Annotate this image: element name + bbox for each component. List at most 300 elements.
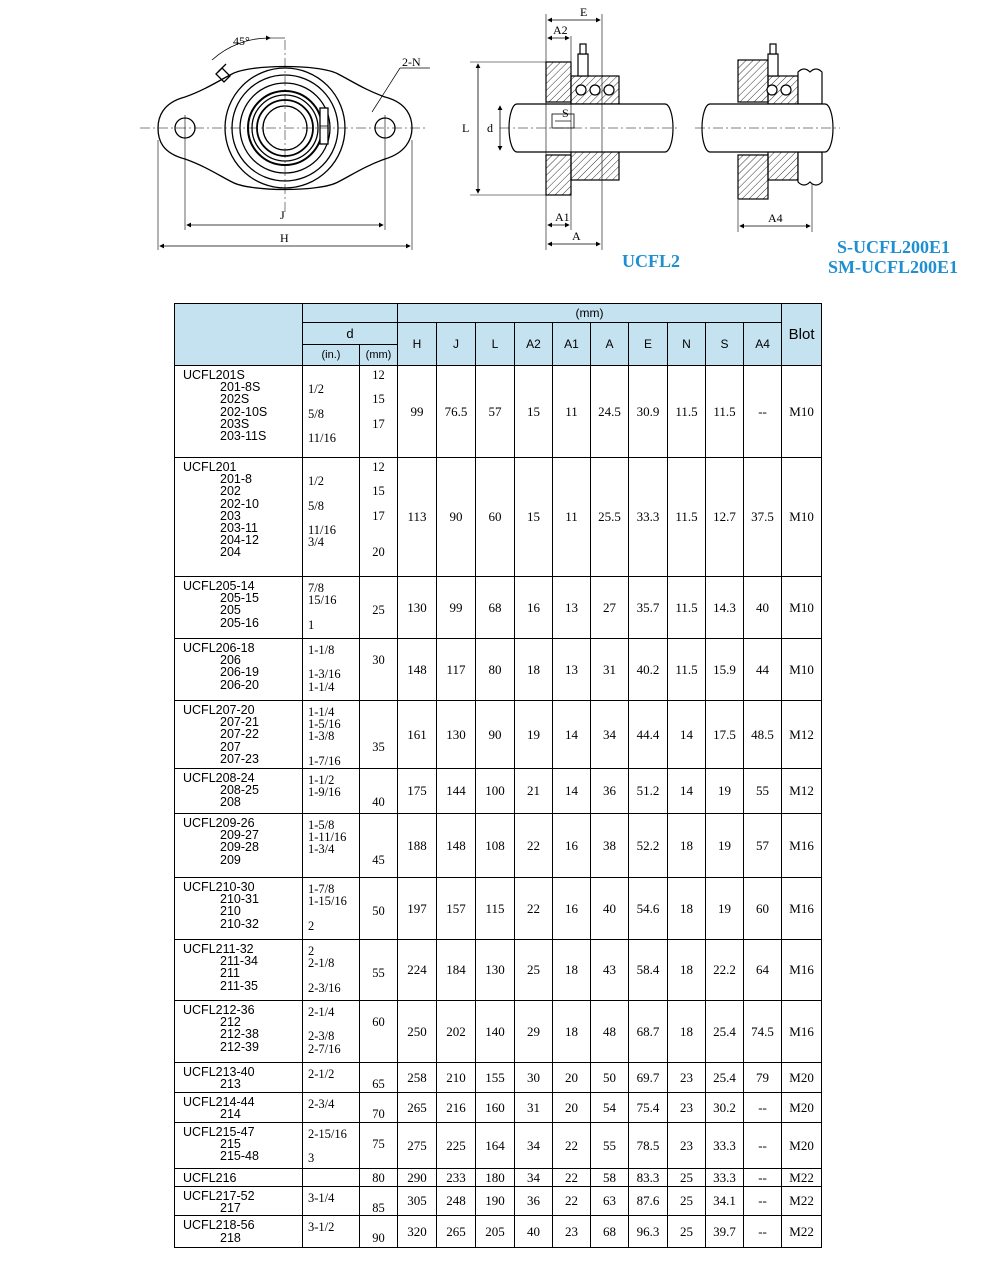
bore-mm-cell-line: 45 [372, 852, 385, 867]
dim-h-cell: 148 [398, 639, 437, 701]
dim-a-cell: 54 [591, 1093, 629, 1123]
bore-mm-cell-line [360, 1189, 397, 1201]
bore-inch-cell-line: 1-1/8 [308, 643, 335, 657]
model-cell-line: 206-20 [220, 677, 259, 692]
bore-mm-cell-line [360, 828, 397, 840]
dim-a1-cell: 23 [553, 1216, 591, 1248]
bore-inch-cell-line: 1-1/4 [308, 705, 335, 719]
bore-inch-cell-line [308, 1017, 359, 1029]
dim-l-cell: 160 [476, 1093, 515, 1123]
bore-mm-cell-line [360, 1125, 397, 1137]
dim-l-cell: 180 [476, 1169, 515, 1187]
bore-mm-cell [360, 1093, 398, 1123]
bore-inch-cell-line [308, 394, 359, 406]
dim-n-cell: 11.5 [668, 366, 706, 458]
dim-a4-cell: -- [744, 1187, 782, 1216]
dim-j-cell: 76.5 [437, 366, 476, 458]
dim-e-cell: 54.6 [629, 878, 668, 940]
model-cell-line: 202-10 [220, 496, 259, 511]
dim-a1-cell: 18 [553, 1001, 591, 1063]
bore-mm-cell-line [360, 1040, 397, 1052]
bolt-cell: M10 [782, 577, 822, 639]
model-cell [175, 701, 303, 769]
bore-mm-cell-line [360, 880, 397, 892]
bore-mm-cell-line [360, 579, 397, 591]
bore-inch-cell-line: 2 [308, 918, 315, 933]
bore-mm-cell-line: 80 [372, 1171, 385, 1185]
dim-a1-cell: 16 [553, 878, 591, 940]
model-cell-line: UCFL217-52 [183, 1189, 255, 1203]
model-cell-line: UCFL212-36 [183, 1003, 255, 1017]
bore-mm-cell-line: 15 [372, 392, 385, 407]
dim-e-cell: 35.7 [629, 577, 668, 639]
bore-mm-cell-line: 90 [372, 1230, 385, 1245]
header-col-a: A [591, 323, 629, 366]
dim-a1-cell: 22 [553, 1187, 591, 1216]
bore-mm-cell-line: 17 [372, 416, 385, 431]
table-row [175, 1123, 822, 1169]
dim-n-cell: 23 [668, 1063, 706, 1093]
bore-inch-cell [303, 639, 360, 701]
header-bolt: Blot [782, 304, 822, 366]
model-cell-line: 203-11 [220, 520, 258, 535]
dim-a2-cell: 16 [515, 577, 553, 639]
dim-j-cell: 225 [437, 1123, 476, 1169]
dim-a2-cell: 22 [515, 878, 553, 940]
dim-a4-cell: -- [744, 1093, 782, 1123]
dim-a2-cell: 30 [515, 1063, 553, 1093]
model-cell-line: 207-23 [220, 751, 259, 766]
model-cell-line: 211 [220, 966, 240, 981]
bolt-cell: M16 [782, 814, 822, 878]
model-cell-line: 211-35 [220, 978, 258, 993]
bore-inch-cell-line [308, 511, 359, 523]
dim-a2-cell: 36 [515, 1187, 553, 1216]
bore-inch-cell-line: 1-1/4 [308, 679, 335, 694]
model-cell-line: 202 [220, 484, 241, 499]
bore-mm-cell-line: 17 [372, 508, 385, 523]
dim-a2-cell: 19 [515, 701, 553, 769]
dim-l-cell: 60 [476, 458, 515, 577]
dim-a-cell: 55 [591, 1123, 629, 1169]
bore-mm-cell-line [360, 1065, 397, 1077]
dim-a2-cell: 15 [515, 366, 553, 458]
bore-mm-cell [360, 366, 398, 458]
bore-mm-cell-line [360, 533, 397, 545]
dim-h-cell: 250 [398, 1001, 437, 1063]
bore-inch-cell-line [308, 855, 359, 867]
bore-mm-cell-line [360, 665, 397, 677]
bore-inch-cell-line [308, 1109, 359, 1121]
bore-inch-cell-line [308, 906, 359, 918]
model-cell-line: 206 [220, 653, 241, 668]
bore-inch-cell-line: 2-3/16 [308, 980, 341, 995]
bolt-cell: M22 [782, 1169, 822, 1187]
dim-s-cell: 30.2 [706, 1093, 744, 1123]
dim-s-cell: 39.7 [706, 1216, 744, 1248]
dim-j-cell: 130 [437, 701, 476, 769]
model-cell [175, 577, 303, 639]
dim-e-cell: 69.7 [629, 1063, 668, 1093]
dim-a-cell: 58 [591, 1169, 629, 1187]
dim-l-cell: 68 [476, 577, 515, 639]
bore-mm-cell [360, 701, 398, 769]
bore-inch-cell [303, 1093, 360, 1123]
model-cell-line: 214 [220, 1107, 241, 1122]
header-col-e: E [629, 323, 668, 366]
dim-a2-cell: 31 [515, 1093, 553, 1123]
dim-l-cell: 90 [476, 701, 515, 769]
bore-inch-cell-line [308, 419, 359, 431]
bore-inch-cell-line [308, 370, 359, 382]
model-cell-line: 210-31 [220, 892, 259, 907]
bore-mm-cell [360, 1187, 398, 1216]
holes-label: 2-N [402, 55, 421, 69]
table-row [175, 940, 822, 1001]
model-cell-line: UCFL208-24 [183, 771, 255, 785]
model-cell [175, 1093, 303, 1123]
dim-a2-cell: 22 [515, 814, 553, 878]
dim-j-cell: 90 [437, 458, 476, 577]
dim-a-cell: 40 [591, 878, 629, 940]
bore-inch-cell-line: 1/2 [308, 474, 324, 489]
model-cell-line: UCFL201 [183, 460, 237, 474]
bore-inch-cell [303, 1216, 360, 1248]
dim-a2-cell: 34 [515, 1169, 553, 1187]
header-col-s: S [706, 323, 744, 366]
bore-mm-cell-line [360, 1027, 397, 1039]
bore-mm-cell-line [360, 1218, 397, 1230]
dim-j-cell: 265 [437, 1216, 476, 1248]
model-cell [175, 1169, 303, 1187]
bolt-cell: M16 [782, 878, 822, 940]
dim-s-cell: 22.2 [706, 940, 744, 1001]
dim-a-cell: 36 [591, 769, 629, 814]
bore-mm-cell-line: 12 [372, 368, 385, 382]
dim-l-cell: 155 [476, 1063, 515, 1093]
bore-inch-cell-line: 3-1/4 [308, 1191, 335, 1205]
dim-h-cell: 99 [398, 366, 437, 458]
bore-inch-cell-line: 2-3/8 [308, 1029, 335, 1044]
model-cell [175, 1123, 303, 1169]
dim-a1-cell: 22 [553, 1123, 591, 1169]
table-header [175, 304, 822, 366]
dim-h-cell: 305 [398, 1187, 437, 1216]
model-cell-line: UCFL206-18 [183, 641, 255, 655]
bore-inch-cell-line: 1-1/2 [308, 773, 335, 787]
a4-dimension-label: A4 [768, 211, 783, 225]
dim-h-cell: 130 [398, 577, 437, 639]
bore-mm-cell-line [360, 641, 397, 653]
table-row [175, 1001, 822, 1063]
dim-e-cell: 78.5 [629, 1123, 668, 1169]
dim-a4-cell: 44 [744, 639, 782, 701]
dim-a4-cell: 40 [744, 577, 782, 639]
d-dimension-label: d [487, 121, 493, 135]
model-cell [175, 458, 303, 577]
header-col-h: H [398, 323, 437, 366]
bore-inch-cell-line: 1/2 [308, 382, 324, 397]
dim-h-cell: 320 [398, 1216, 437, 1248]
dim-a-cell: 50 [591, 1063, 629, 1093]
dim-e-cell: 30.9 [629, 366, 668, 458]
bore-mm-cell-line [360, 727, 397, 739]
model-cell-line: 203 [220, 508, 241, 523]
model-cell-line: 203S [220, 416, 250, 431]
bore-mm-cell-line: 30 [372, 653, 385, 668]
bore-inch-cell [303, 769, 360, 814]
model-cell-line: 208 [220, 795, 241, 810]
bore-inch-cell [303, 1169, 360, 1187]
dim-a4-cell: 64 [744, 940, 782, 1001]
dim-s-cell: 33.3 [706, 1169, 744, 1187]
dim-l-cell: 57 [476, 366, 515, 458]
header-col-l: L [476, 323, 515, 366]
bore-inch-cell-line [308, 742, 359, 754]
dim-h-cell: 290 [398, 1169, 437, 1187]
dim-l-cell: 130 [476, 940, 515, 1001]
bore-mm-cell-line [360, 1149, 397, 1161]
model-cell-line: UCFL216 [183, 1171, 237, 1185]
bolt-cell: M20 [782, 1123, 822, 1169]
bore-mm-cell-line: 40 [372, 795, 385, 810]
table-row [175, 1093, 822, 1123]
bore-inch-cell [303, 701, 360, 769]
bore-mm-cell-line [360, 703, 397, 715]
dim-a1-cell: 11 [553, 366, 591, 458]
bore-inch-cell-line: 2-15/16 [308, 1127, 347, 1141]
model-cell-line: 207-22 [220, 727, 259, 742]
bore-inch-cell-line: 5/8 [308, 406, 324, 421]
dim-e-cell: 87.6 [629, 1187, 668, 1216]
model-cell [175, 1001, 303, 1063]
bore-mm-cell-line: 25 [372, 603, 385, 618]
dim-j-cell: 184 [437, 940, 476, 1001]
dim-j-cell: 99 [437, 577, 476, 639]
dim-a2-cell: 15 [515, 458, 553, 577]
h-dimension-label: H [280, 231, 289, 245]
dim-h-cell: 113 [398, 458, 437, 577]
dim-l-cell: 164 [476, 1123, 515, 1169]
front-view [140, 38, 430, 250]
table-row [175, 1187, 822, 1216]
dim-s-cell: 15.9 [706, 639, 744, 701]
bore-mm-cell-line [360, 429, 397, 441]
header-col-j: J [437, 323, 476, 366]
dim-s-cell: 25.4 [706, 1001, 744, 1063]
bore-inch-cell-line: 11/16 [308, 522, 337, 537]
dim-n-cell: 25 [668, 1169, 706, 1187]
dim-a2-cell: 29 [515, 1001, 553, 1063]
model-cell-line: 205-16 [220, 615, 259, 630]
dim-a-cell: 34 [591, 701, 629, 769]
bolt-cell: M22 [782, 1187, 822, 1216]
model-cell-line: 208-25 [220, 783, 259, 798]
bore-inch-cell-line: 1-3/4 [308, 842, 335, 857]
bore-inch-cell-line [308, 1173, 359, 1185]
dim-a4-cell: 79 [744, 1063, 782, 1093]
model-cell [175, 1187, 303, 1216]
bore-mm-cell-line [360, 771, 397, 783]
bore-mm-cell-line [360, 816, 397, 828]
dim-n-cell: 14 [668, 769, 706, 814]
dim-a4-cell: 55 [744, 769, 782, 814]
dim-j-cell: 117 [437, 639, 476, 701]
dim-a4-cell: 60 [744, 878, 782, 940]
dim-s-cell: 19 [706, 814, 744, 878]
bore-inch-cell-line: 2-7/16 [308, 1041, 341, 1056]
dim-n-cell: 18 [668, 814, 706, 878]
dim-l-cell: 205 [476, 1216, 515, 1248]
s-dimension-label: S [562, 106, 569, 120]
dim-e-cell: 52.2 [629, 814, 668, 878]
bore-inch-cell-line: 1-9/16 [308, 785, 341, 800]
table-row [175, 577, 822, 639]
bore-inch-cell [303, 366, 360, 458]
model-cell-line: UCFL215-47 [183, 1125, 255, 1139]
model-cell-line: 209-27 [220, 828, 259, 843]
dim-s-cell: 17.5 [706, 701, 744, 769]
model-cell-line: 210-32 [220, 916, 259, 931]
e-dimension-label: E [580, 5, 588, 19]
dim-a4-cell: -- [744, 1169, 782, 1187]
bore-mm-cell-line: 65 [372, 1077, 385, 1092]
dim-a4-cell: -- [744, 1123, 782, 1169]
dim-a1-cell: 13 [553, 639, 591, 701]
bore-inch-cell-line [308, 462, 359, 474]
bore-inch-cell-line [308, 1203, 359, 1215]
dim-a1-cell: 14 [553, 701, 591, 769]
header-d: d [303, 323, 398, 345]
bore-inch-cell-line: 1 [308, 617, 315, 632]
dim-e-cell: 58.4 [629, 940, 668, 1001]
model-cell-line: 201-8 [220, 472, 252, 487]
bore-mm-cell-line [360, 840, 397, 852]
dim-a1-cell: 18 [553, 940, 591, 1001]
model-cell-line: 210 [220, 904, 241, 919]
bore-inch-cell-line: 2-1/8 [308, 956, 335, 971]
model-cell-line: 217 [220, 1201, 241, 1216]
bore-inch-cell [303, 814, 360, 878]
a-dimension-label: A [572, 229, 581, 243]
bore-mm-cell-line: 70 [372, 1107, 385, 1122]
specification-table [174, 303, 822, 1248]
model-cell [175, 366, 303, 458]
dim-a4-cell: 37.5 [744, 458, 782, 577]
dim-s-cell: 33.3 [706, 1123, 744, 1169]
dim-n-cell: 18 [668, 940, 706, 1001]
model-cell-line: UCFL211-32 [183, 942, 254, 956]
model-cell-line: 207 [220, 739, 241, 754]
dim-l-cell: 108 [476, 814, 515, 878]
bolt-cell: M20 [782, 1093, 822, 1123]
dim-j-cell: 233 [437, 1169, 476, 1187]
model-cell-line: UCFL205-14 [183, 579, 255, 593]
table-row [175, 814, 822, 878]
model-cell-line: UCFL214-44 [183, 1095, 255, 1109]
dim-e-cell: 75.4 [629, 1093, 668, 1123]
bore-mm-cell-line [360, 591, 397, 603]
dim-a-cell: 27 [591, 577, 629, 639]
dim-a2-cell: 18 [515, 639, 553, 701]
dim-h-cell: 197 [398, 878, 437, 940]
dim-e-cell: 33.3 [629, 458, 668, 577]
bore-mm-cell-line [360, 892, 397, 904]
table-row [175, 769, 822, 814]
dim-l-cell: 80 [476, 639, 515, 701]
dim-a1-cell: 20 [553, 1063, 591, 1093]
bore-mm-cell [360, 639, 398, 701]
dim-a1-cell: 22 [553, 1169, 591, 1187]
bore-inch-cell [303, 458, 360, 577]
bore-mm-cell-line: 50 [372, 904, 385, 919]
bore-mm-cell [360, 769, 398, 814]
bore-inch-cell-line: 3 [308, 1151, 315, 1166]
bore-inch-cell [303, 1187, 360, 1216]
a1-dimension-label: A1 [555, 210, 570, 224]
dim-n-cell: 18 [668, 1001, 706, 1063]
dim-n-cell: 23 [668, 1123, 706, 1169]
model-cell-line: UCFL218-56 [183, 1218, 255, 1233]
bore-inch-cell [303, 878, 360, 940]
bore-inch-cell-line: 1-5/8 [308, 818, 335, 832]
bore-mm-cell-line [360, 1003, 397, 1015]
bore-mm-cell [360, 1216, 398, 1248]
dim-j-cell: 148 [437, 814, 476, 878]
caption-ucfl2: UCFL2 [622, 251, 680, 271]
header-model [175, 304, 303, 366]
dim-a-cell: 68 [591, 1216, 629, 1248]
dim-e-cell: 68.7 [629, 1001, 668, 1063]
table-row [175, 878, 822, 940]
bore-inch-cell-line [308, 1079, 359, 1091]
model-cell [175, 769, 303, 814]
dim-e-cell: 40.2 [629, 639, 668, 701]
bore-inch-cell-line [308, 968, 359, 980]
caption-s-ucfl200e1: S-UCFL200E1 [837, 237, 951, 257]
dim-a-cell: 38 [591, 814, 629, 878]
model-cell-line: UCFL201S [183, 368, 245, 382]
bore-mm-cell-line: 20 [372, 545, 385, 560]
bore-inch-cell-line: 11/16 [308, 430, 337, 445]
table-row [175, 701, 822, 769]
bore-inch-cell-line: 2-1/4 [308, 1005, 335, 1019]
bore-inch-cell [303, 1063, 360, 1093]
model-cell-line: 203-11S [220, 428, 267, 443]
dim-a1-cell: 11 [553, 458, 591, 577]
dim-e-cell: 96.3 [629, 1216, 668, 1248]
bore-inch-cell-line [308, 486, 359, 498]
dim-s-cell: 34.1 [706, 1187, 744, 1216]
bore-inch-cell-line: 2-1/2 [308, 1067, 335, 1081]
model-cell-line: 207-21 [220, 715, 259, 730]
model-cell-line: UCFL207-20 [183, 703, 255, 717]
bore-inch-cell-line: 15/16 [308, 593, 337, 608]
bore-inch-cell [303, 1001, 360, 1063]
bore-mm-cell-line [360, 917, 397, 929]
bore-mm-cell-line: 85 [372, 1201, 385, 1216]
model-cell-line: 206-19 [220, 665, 259, 680]
angle-label: 45° [233, 34, 250, 48]
bore-mm-cell [360, 577, 398, 639]
dim-s-cell: 19 [706, 769, 744, 814]
dim-j-cell: 210 [437, 1063, 476, 1093]
bore-mm-cell [360, 1123, 398, 1169]
bore-mm-cell-line [360, 1095, 397, 1107]
dim-n-cell: 11.5 [668, 639, 706, 701]
table-row [175, 639, 822, 701]
bore-inch-cell-line: 5/8 [308, 498, 324, 513]
